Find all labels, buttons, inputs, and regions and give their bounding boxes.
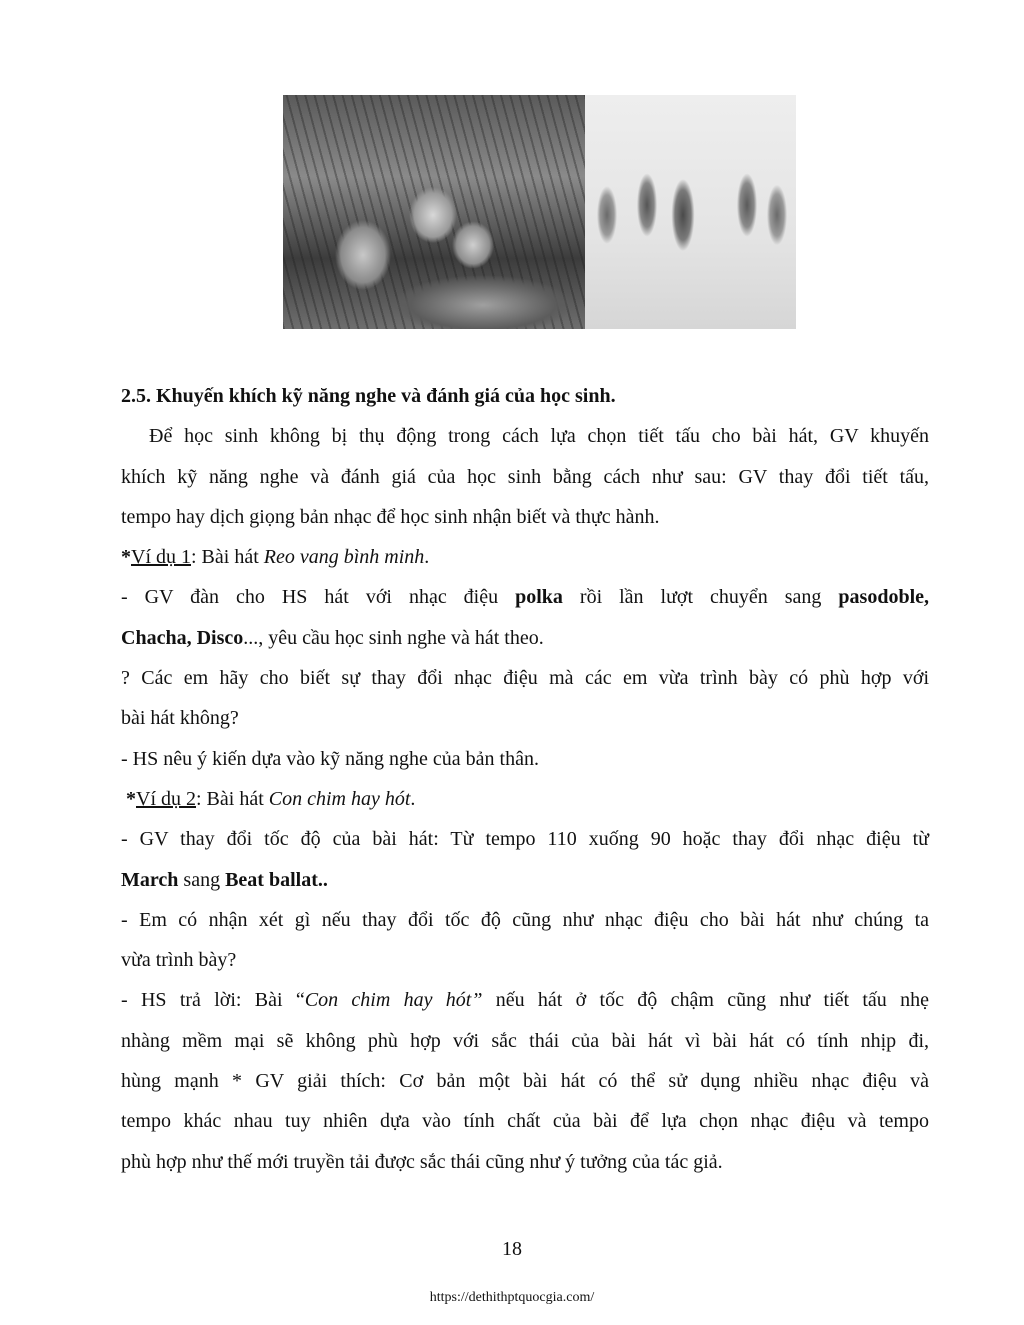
example-2-instruction-line2: March sang Beat ballat.. (121, 868, 328, 891)
student-response-2-line1: - HS trả lời: Bài “Con chim hay hót” nếu hát ở tốc độ chậm cũng như tiết tấu nhẹ (121, 989, 929, 1012)
section-heading: 2.5. Khuyến khích kỹ năng nghe và đánh giá của học sinh. (121, 385, 616, 407)
paragraph-intro-line1: Để học sinh không bị thụ động trong cách lựa chọn tiết tấu cho bài hát, GV khuyến (149, 425, 929, 448)
footer-url: https://dethithptquocgia.com/ (429, 1290, 595, 1305)
example-1: *Ví dụ 1: Bài hát Reo vang bình minh. (121, 546, 430, 569)
illustration-photos (283, 95, 796, 329)
student-response-2-line4: tempo khác nhau tuy nhiên dựa vào tính chất của bài để lựa chọn nhạc điệu và tempo (121, 1110, 929, 1133)
student-response-2-line3: hùng mạnh * GV giải thích: Cơ bản một bài hát có thể sử dụng nhiều nhạc điệu và (121, 1070, 929, 1093)
example-2-instruction-line1: - GV thay đổi tốc độ của bài hát: Từ tempo 110 xuống 90 hoặc thay đổi nhạc điệu từ (121, 828, 929, 851)
paragraph-intro-line2: khích kỹ năng nghe và đánh giá của học sinh bằng cách như sau: GV thay đổi tiết tấu, (121, 465, 929, 488)
student-response-2-line5: phù hợp như thế mới truyền tải được sắc thái cũng như ý tưởng của tác giả. (121, 1150, 723, 1173)
page-number: 18 (502, 1238, 522, 1260)
student-response-1: - HS nêu ý kiến dựa vào kỹ năng nghe của bản thân. (121, 747, 539, 770)
paragraph-intro-line3: tempo hay dịch giọng bản nhạc để học sinh nhận biết và thực hành. (121, 505, 660, 528)
question-2-line2: vừa trình bày? (121, 949, 237, 972)
student-response-2-line2: nhàng mềm mại sẽ không phù hợp với sắc thái của bài hát vì bài hát có tính nhịp đi, (121, 1029, 929, 1052)
question-1-line2: bài hát không? (121, 707, 239, 730)
photo-women-children-in-water (283, 95, 585, 329)
question-2-line1: - Em có nhận xét gì nếu thay đổi tốc độ cũng như nhạc điệu cho bài hát như chúng ta (121, 908, 929, 931)
document-body (121, 376, 929, 1182)
example-2: *Ví dụ 2: Bài hát Con chim hay hót. (126, 787, 416, 810)
example-1-instruction-line1: - GV đàn cho HS hát với nhạc điệu polka rồi lần lượt chuyển sang pasodoble, (121, 586, 930, 609)
example-1-instruction-line2: Chacha, Disco..., yêu cầu học sinh nghe và hát theo. (121, 626, 544, 649)
photo-children-sitting (585, 95, 796, 329)
question-1-line1: ? Các em hãy cho biết sự thay đổi nhạc điệu mà các em vừa trình bày có phù hợp với (121, 667, 929, 690)
